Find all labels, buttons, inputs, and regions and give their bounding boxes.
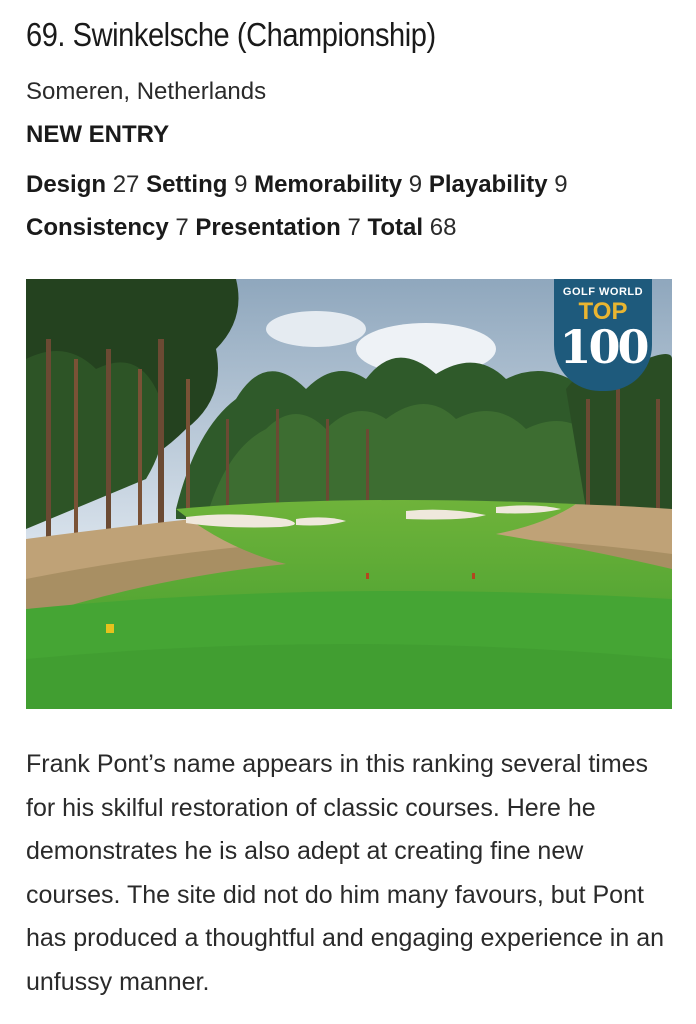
score-label-total: Total bbox=[367, 214, 424, 241]
course-title: 69. Swinkelsche (Championship) bbox=[26, 16, 436, 53]
score-label-presentation: Presentation bbox=[195, 214, 341, 241]
golf-world-logo: GOLF WORLD bbox=[562, 286, 644, 298]
score-value-setting: 9 bbox=[234, 171, 248, 198]
score-breakdown bbox=[26, 163, 676, 249]
score-label-design: Design bbox=[26, 171, 107, 198]
score-value-memorability: 9 bbox=[408, 171, 423, 198]
score-value-design: 27 bbox=[112, 171, 140, 198]
score-value-presentation: 7 bbox=[347, 214, 361, 241]
score-label-consistency: Consistency bbox=[26, 214, 169, 241]
badge-100-label: 100 bbox=[559, 320, 647, 374]
score-label-memorability: Memorability bbox=[254, 171, 403, 198]
course-description: Frank Pont’s name appears in this ranking several times for his skilful restoration of classic courses. Here he demonstrates he is also adept at creating fine new courses. The site did not do him many favours, but Pont has produced a thoughtful and engaging experience in an unfussy manner. bbox=[26, 750, 665, 996]
score-label-playability: Playability bbox=[428, 171, 548, 198]
score-value-total: 68 bbox=[429, 214, 457, 241]
score-value-playability: 9 bbox=[554, 171, 568, 198]
entry-status: NEW ENTRY bbox=[26, 121, 170, 148]
score-value-consistency: 7 bbox=[175, 214, 189, 241]
course-location: Someren, Netherlands bbox=[26, 78, 267, 105]
badge-top-label: TOP bbox=[578, 298, 628, 325]
score-label-setting: Setting bbox=[146, 171, 228, 198]
top-100-badge bbox=[554, 279, 652, 391]
course-photo bbox=[26, 279, 672, 709]
